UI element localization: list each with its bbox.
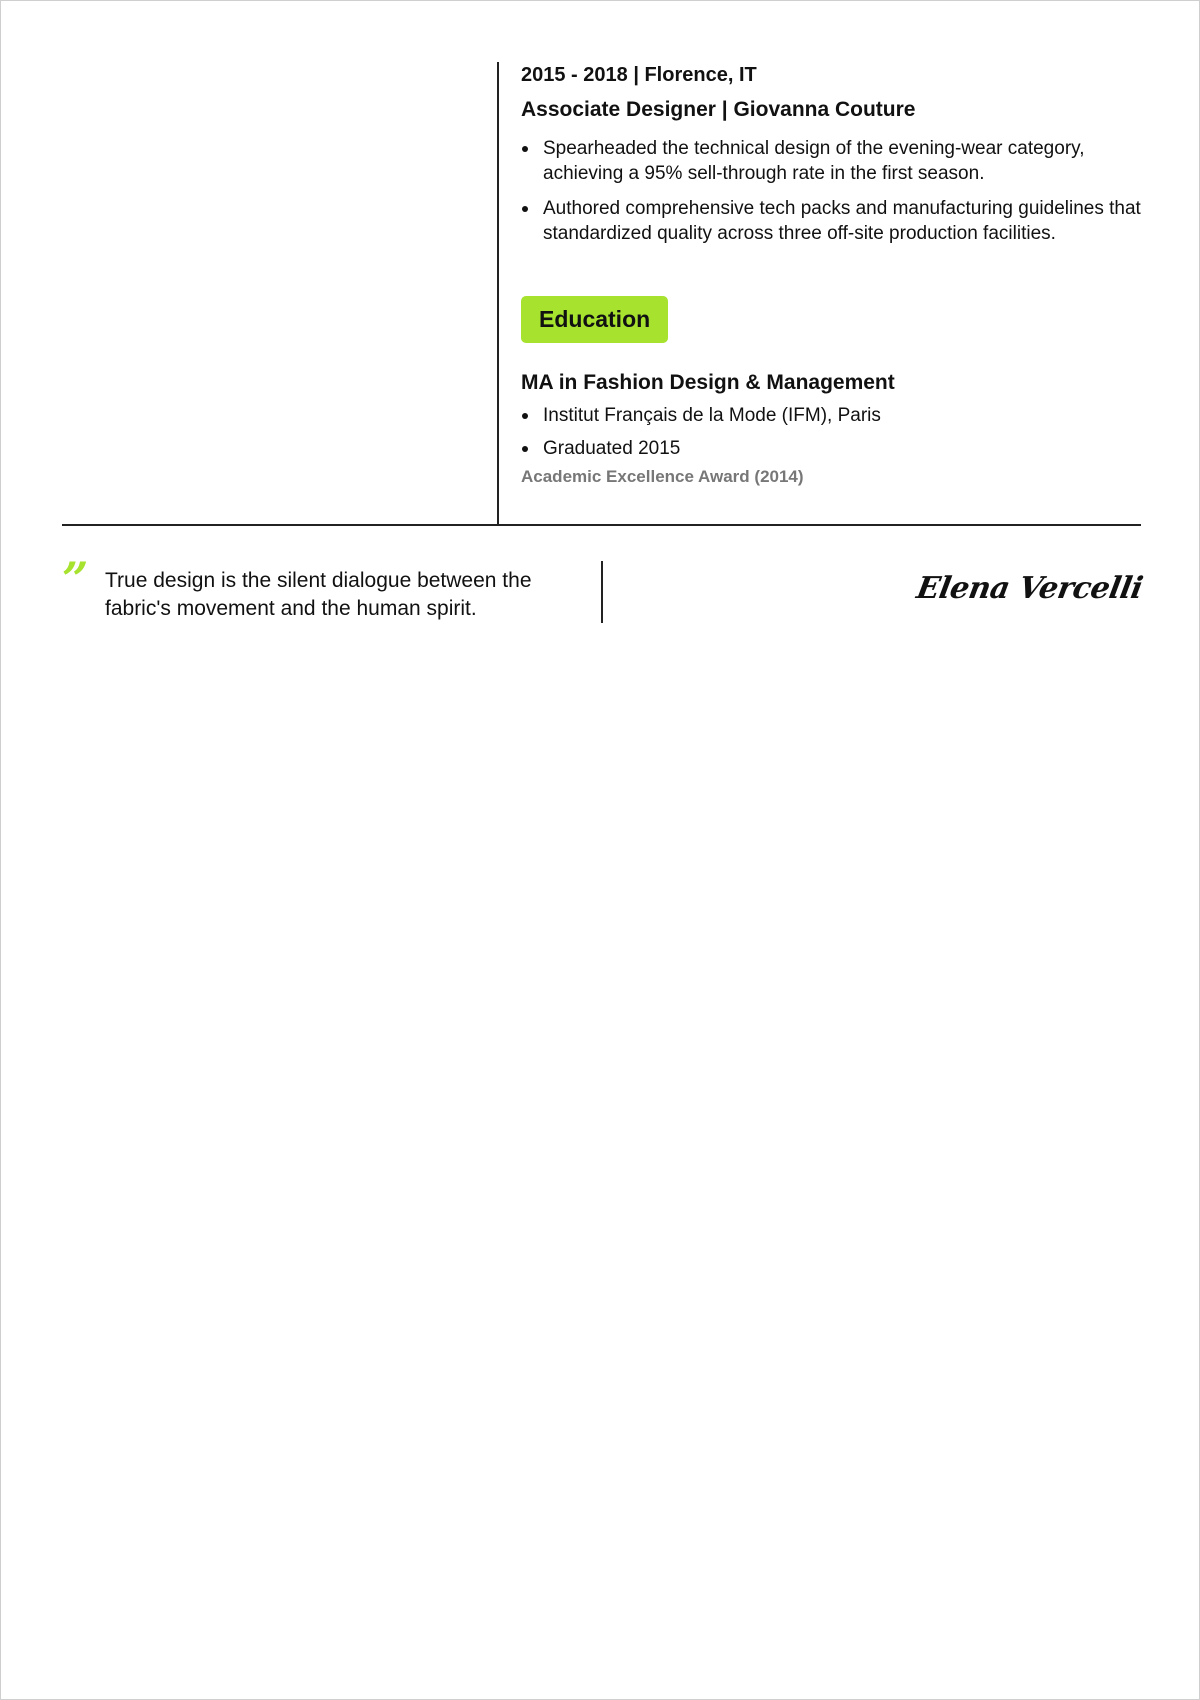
bullet-icon	[522, 413, 528, 419]
education-item-text: Institut Français de la Mode (IFM), Paris	[543, 405, 881, 426]
quote-divider	[601, 561, 603, 623]
education-item-text: Graduated 2015	[543, 438, 681, 459]
list-item	[521, 403, 1141, 428]
bullet-icon	[522, 146, 528, 152]
signature: Elena Vercelli	[913, 571, 1146, 606]
column-divider	[497, 62, 499, 524]
footer-divider	[62, 524, 1141, 526]
job-bullet-text: Spearheaded the technical design of the evening-wear category, achieving a 95% sell-through rate in the first season.	[543, 138, 1085, 184]
bullet-icon	[522, 446, 528, 452]
job-bullet-list	[521, 136, 1141, 246]
education-section-label: Education	[521, 296, 668, 343]
education-degree: MA in Fashion Design & Management	[521, 371, 895, 394]
job-title: Associate Designer | Giovanna Couture	[521, 98, 916, 121]
bullet-icon	[522, 206, 528, 212]
quote-icon: ”	[62, 552, 89, 606]
education-award: Academic Excellence Award (2014)	[521, 467, 804, 486]
job-dates-location: 2015 - 2018 | Florence, IT	[521, 64, 757, 86]
education-list	[521, 403, 1141, 461]
list-item	[521, 436, 1141, 461]
list-item	[521, 196, 1141, 246]
list-item	[521, 136, 1141, 186]
right-column	[521, 62, 1141, 488]
job-bullet-text: Authored comprehensive tech packs and manufacturing guidelines that standardized quality across three off-site production facilities.	[543, 198, 1141, 244]
footer-quote: True design is the silent dialogue between the fabric's movement and the human spirit.	[105, 569, 532, 620]
